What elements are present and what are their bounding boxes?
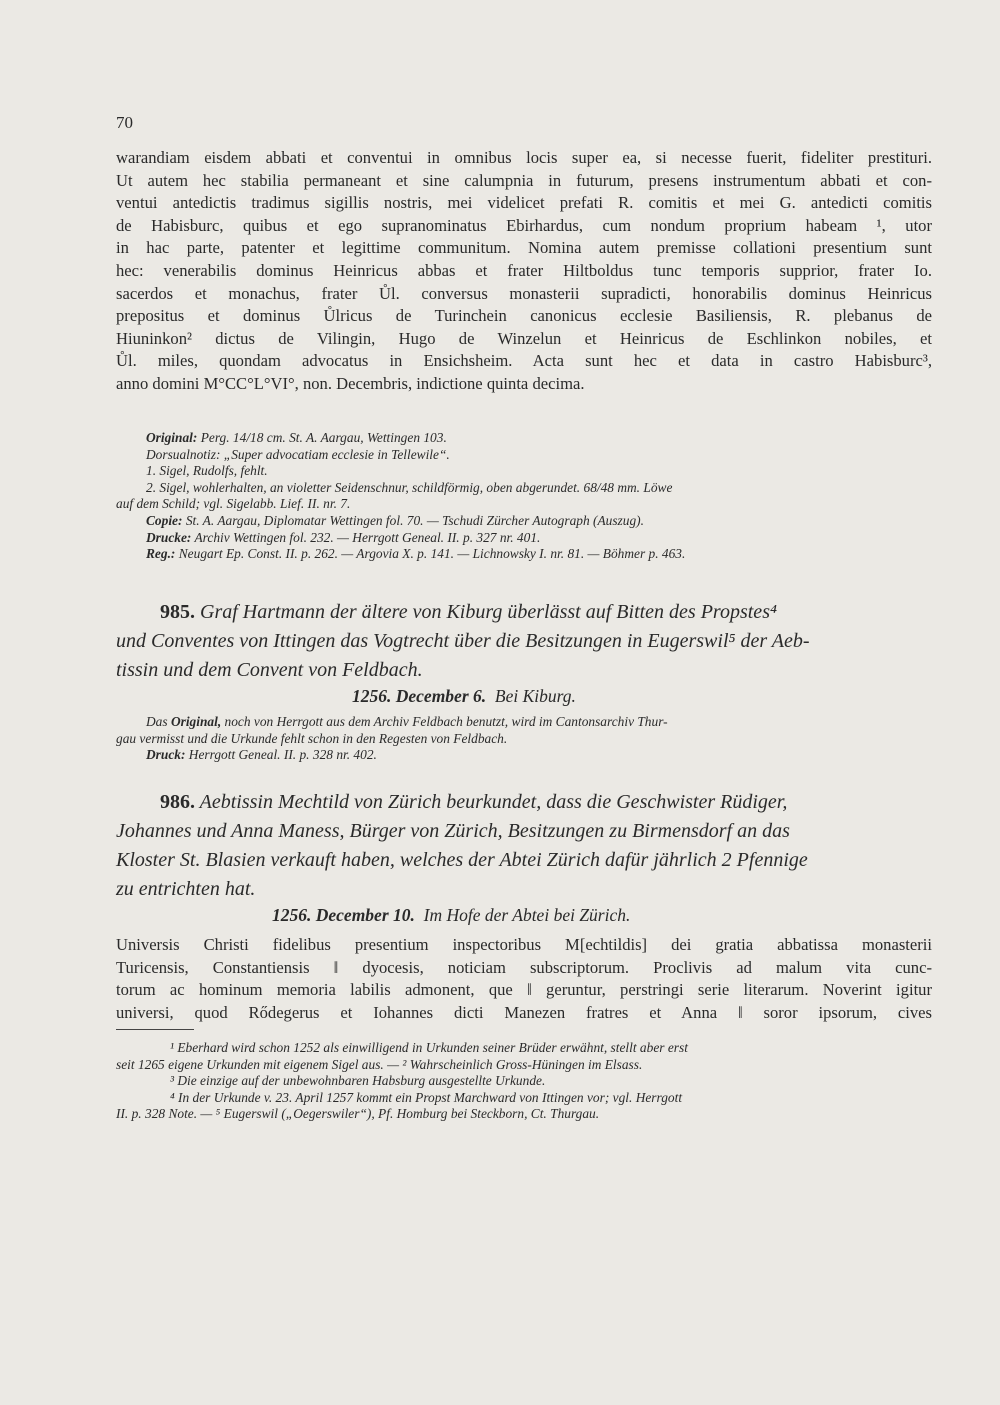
note-reg: Reg.: Neugart Ep. Const. II. p. 262. — Argovia X. p. 141. — Lichnowsky I. nr. 81. — Böhmer p. 463.: [146, 546, 686, 562]
charter-date: 1256. December 10.: [272, 905, 415, 925]
text-line: universi, quod Rődegerus et Iohannes dicti Manezen fratres et Anna ‖ soror ipsorum, cives: [116, 1002, 932, 1022]
charter-place: Bei Kiburg.: [494, 686, 576, 706]
heading-line: 986. Aebtissin Mechtild von Zürich beurkundet, dass die Geschwister Rüdiger,: [160, 791, 788, 813]
footnote: seit 1265 eigene Urkunden mit eigenem Sigel aus. — ² Wahrscheinlich Gross-Hüningen im Elsass.: [116, 1056, 643, 1072]
note-copie: Copie: St. A. Aargau, Diplomatar Wettingen fol. 70. — Tschudi Zürcher Autograph (Auszug).: [146, 512, 644, 528]
charter-985-notes: [116, 714, 932, 764]
text-line: ventui antedictis tradimus sigillis nostris, mei videlicet prefati R. comitis et mei G. antedicti comitis: [116, 193, 932, 213]
note-dorsual: Dorsualnotiz: „Super advocatiam ecclesie in Tellewile“.: [146, 446, 450, 462]
heading-line: Johannes und Anna Maness, Bürger von Zürich, Besitzungen zu Birmensdorf an das: [116, 820, 790, 842]
text-line: Ut autem hec stabilia permaneant et sine calumpnia in futurum, presens instrumentum abbati et con-: [116, 170, 932, 190]
footnote-divider: [116, 1029, 194, 1030]
charter-985-heading: [116, 598, 932, 685]
charter-984-text: [116, 147, 932, 396]
charter-number: 985.: [160, 601, 195, 623]
note-original: Original: Perg. 14/18 cm. St. A. Aargau, Wettingen 103.: [146, 430, 447, 445]
heading-line: und Conventes von Ittingen das Vogtrecht über die Besitzungen in Eugerswil⁵ der Aeb-: [116, 630, 810, 652]
note-original: Das Original, noch von Herrgott aus dem Archiv Feldbach benutzt, wird im Cantonsarchiv Thur-: [146, 714, 668, 729]
note-seal-2-cont: auf dem Schild; vgl. Sigelabb. Lief. II. nr. 7.: [116, 496, 351, 512]
charter-984-notes: [116, 430, 932, 563]
footnote: ¹ Eberhard wird schon 1252 als einwilligend in Urkunden seiner Brüder erwähnt, stellt aber erst: [170, 1040, 688, 1055]
text-line: sacerdos et monachus, frater Ůl. conversus monasterii supradicti, honorabilis dominus Heinricus: [116, 283, 932, 303]
text-line: anno domini M°CC°L°VI°, non. Decembris, indictione quinta decima.: [116, 373, 585, 393]
text-line: Hiuninkon² dictus de Vilingin, Hugo de Winzelun et Heinricus de Eschlinkon nobiles, et: [116, 328, 932, 348]
footnote: ³ Die einzige auf der unbewohnbaren Habsburg ausgestellte Urkunde.: [170, 1073, 546, 1089]
charter-date: 1256. December 6.: [352, 686, 487, 706]
text-line: hec: venerabilis dominus Heinricus abbas et frater Hiltboldus tunc temporis supprior, frater Io.: [116, 260, 932, 280]
charter-986-dateline: [272, 905, 852, 926]
text-line: in hac parte, patenter et legittime communitum. Nomina autem premisse collationi presentium sunt: [116, 238, 932, 258]
heading-line: zu entrichten hat.: [116, 878, 256, 900]
charter-place: Im Hofe der Abtei bei Zürich.: [423, 905, 631, 925]
heading-line: 985. Graf Hartmann der ältere von Kiburg überlässt auf Bitten des Propstes⁴: [160, 601, 777, 623]
text-line: Ůl. miles, quondam advocatus in Ensichsheim. Acta sunt hec et data in castro Habisburc³,: [116, 351, 932, 371]
note-original-cont: gau vermisst und die Urkunde fehlt schon in den Regesten von Feldbach.: [116, 730, 508, 746]
heading-line: Kloster St. Blasien verkauft haben, welches der Abtei Zürich dafür jährlich 2 Pfennige: [116, 849, 808, 871]
text-line: Turicensis, Constantiensis ‖ dyocesis, noticiam subscriptorum. Proclivis ad malum vita cunc-: [116, 957, 932, 977]
charter-number: 986.: [160, 791, 195, 813]
note-drucke: Drucke: Archiv Wettingen fol. 232. — Herrgott Geneal. II. p. 327 nr. 401.: [146, 529, 541, 545]
charter-986-text: [116, 934, 932, 1024]
footnote: II. p. 328 Note. — ⁵ Eugerswil („Oegerswiler“), Pf. Homburg bei Steckborn, Ct. Thurgau.: [116, 1106, 600, 1122]
text-line: Universis Christi fidelibus presentium inspectoribus M[echtildis] dei gratia abbatissa monasterii: [116, 935, 932, 954]
text-line: de Habisburc, quibus et ego supranominatus Ebirhardus, cum nondum proprium habeam ¹, utor: [116, 215, 932, 235]
text-line: warandiam eisdem abbati et conventui in omnibus locis super ea, si necesse fuerit, fideliter prestituri.: [116, 148, 932, 167]
footnotes: [116, 1040, 932, 1123]
footnote: ⁴ In der Urkunde v. 23. April 1257 kommt ein Propst Marchward von Ittingen vor; vgl. Herrgott: [170, 1089, 683, 1105]
charter-985-dateline: [352, 686, 852, 707]
note-seal-1: 1. Sigel, Rudolfs, fehlt.: [146, 463, 268, 479]
note-druck: Druck: Herrgott Geneal. II. p. 328 nr. 402.: [146, 747, 377, 763]
page-number: 70: [116, 113, 133, 132]
heading-line: tissin und dem Convent von Feldbach.: [116, 659, 423, 681]
text-line: torum ac hominum memoria labilis admonent, que ‖ geruntur, perstringi serie literarum. Noverint igitur: [116, 980, 932, 1000]
note-seal-2: 2. Sigel, wohlerhalten, an violetter Seidenschnur, schildförmig, oben abgerundet. 68/48 mm. Löwe: [146, 479, 673, 495]
text-line: prepositus et dominus Ůlricus de Turinchein canonicus ecclesie Basiliensis, R. plebanus de: [116, 306, 932, 326]
charter-986-heading: [116, 788, 932, 904]
